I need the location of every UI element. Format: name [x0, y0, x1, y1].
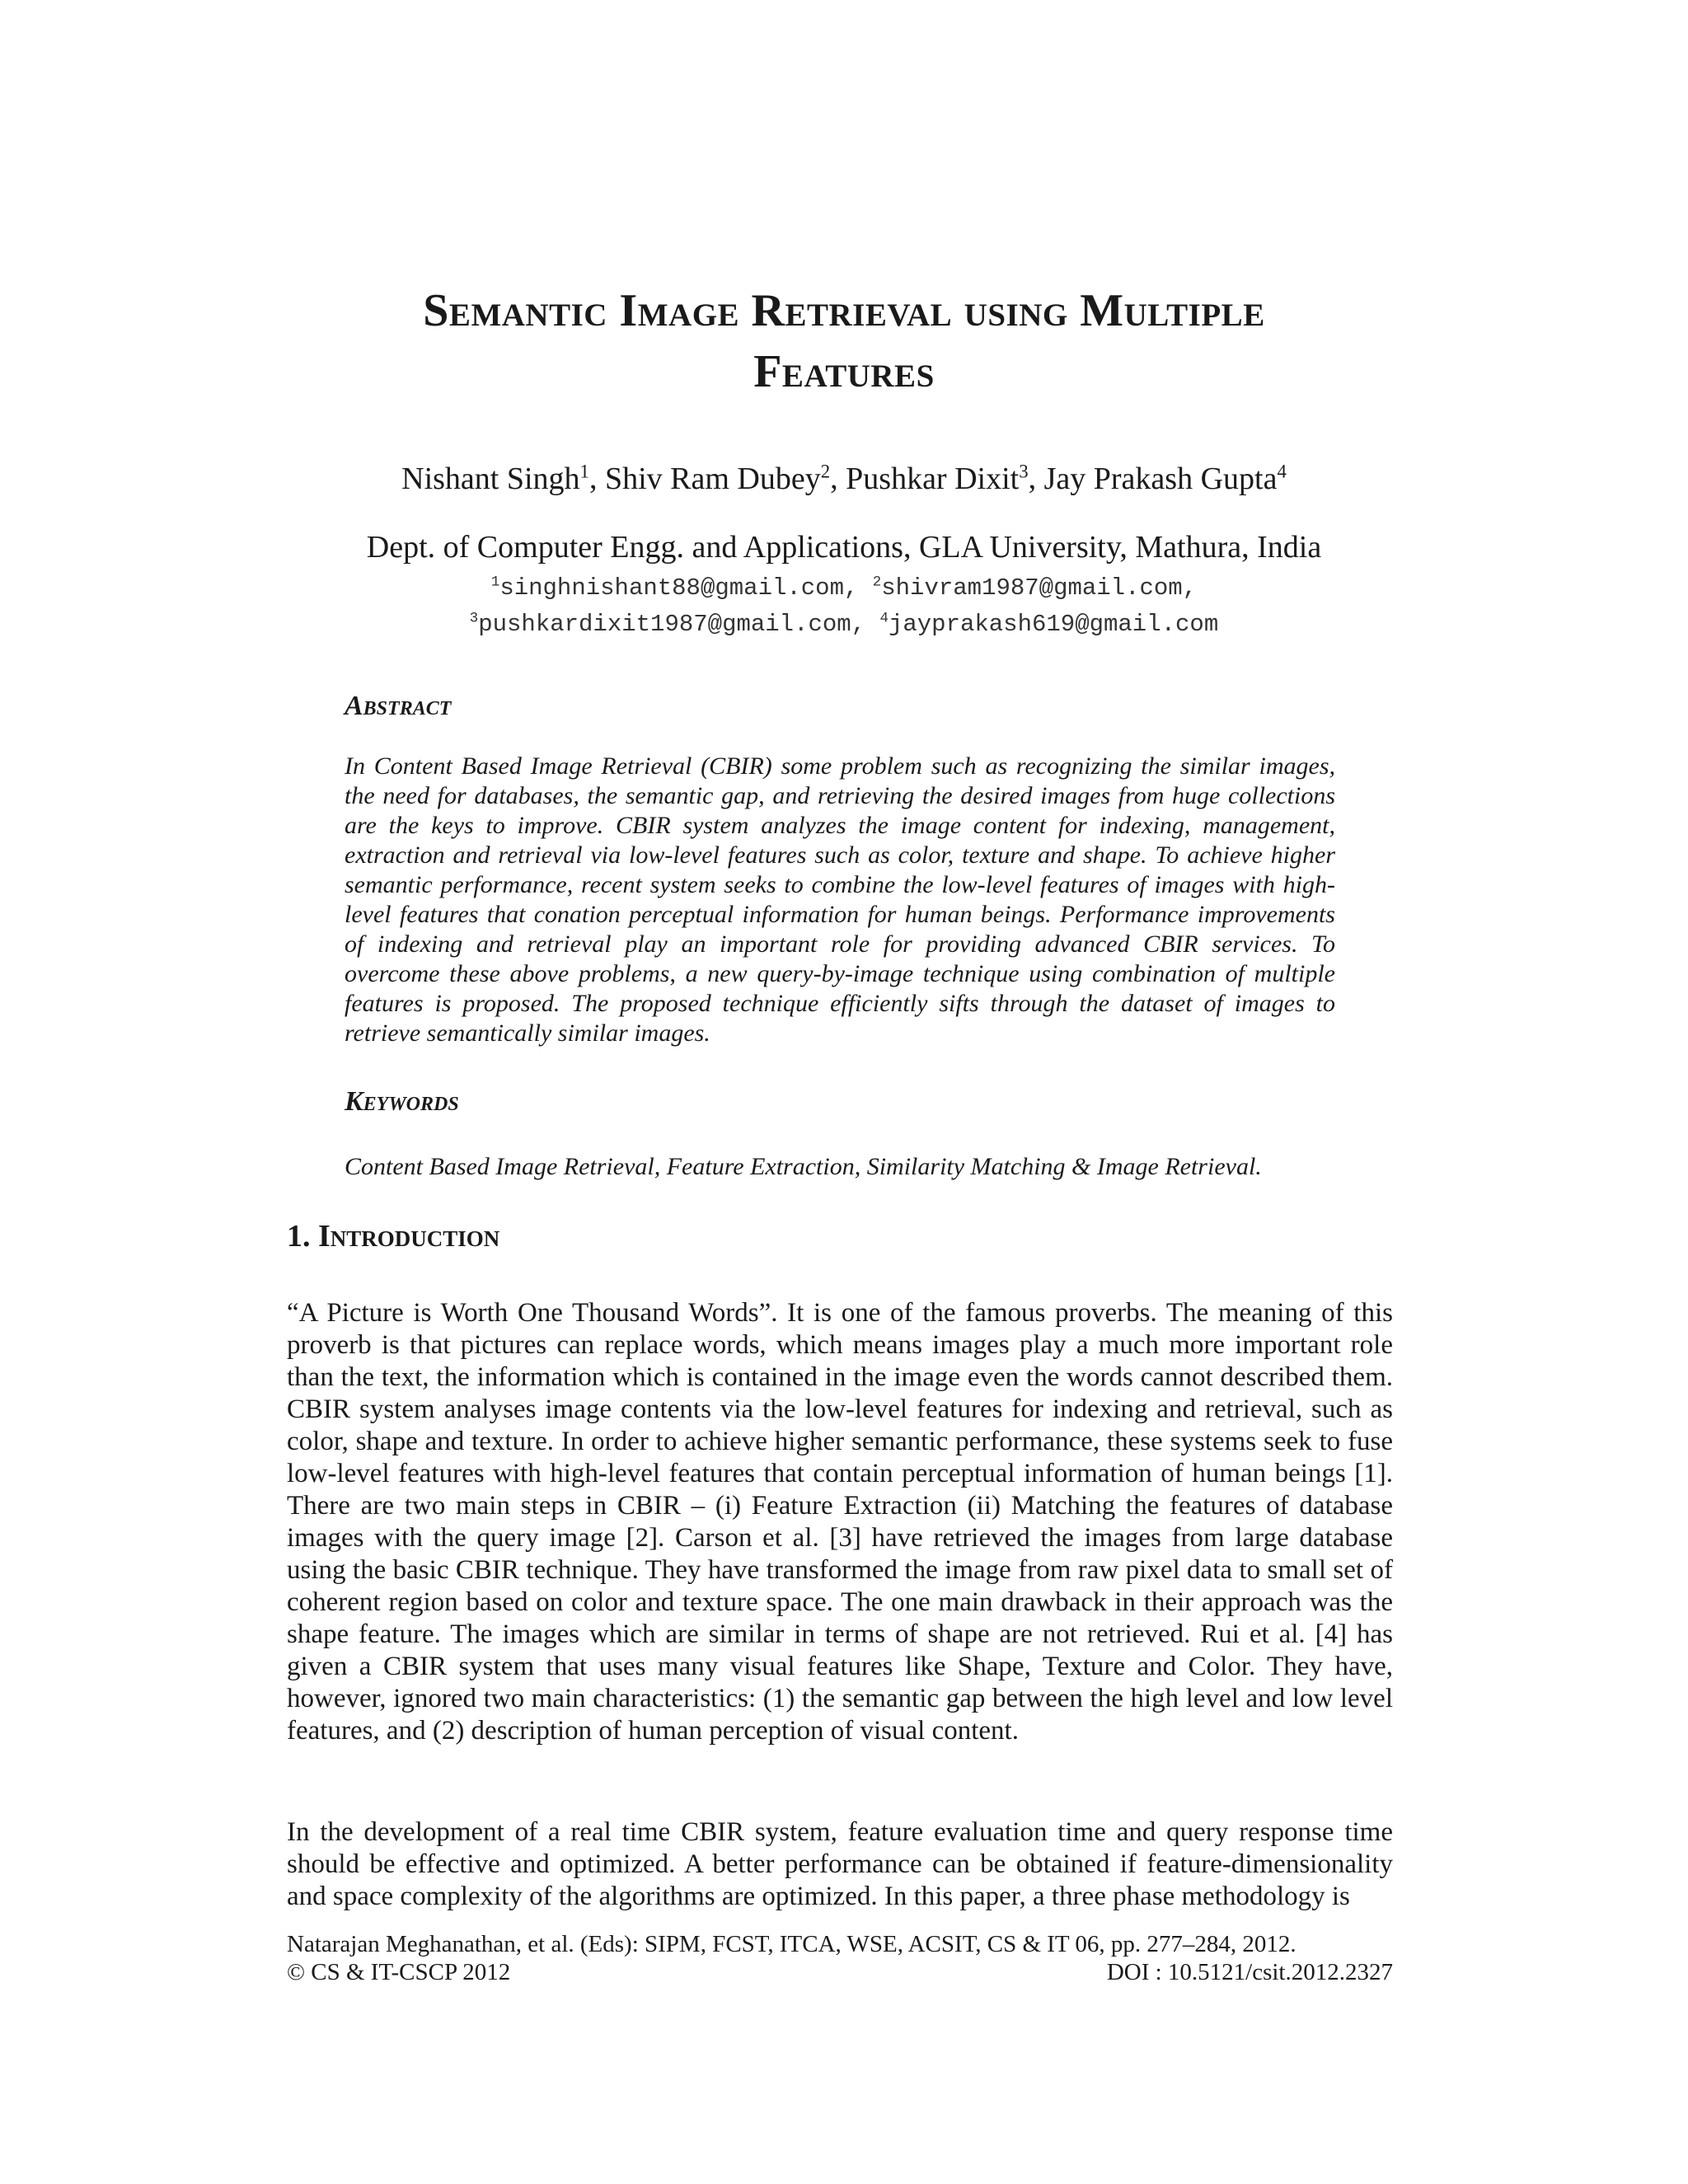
- title-line-2: Features: [753, 346, 935, 397]
- intro-paragraph-1: “A Picture is Worth One Thousand Words”. It is one of the famous proverbs. The meaning of this proverb is that pictures can replace words, which means images play a much more important role than the text, the information which is contained in the image even the words cannot described them. CBIR system analyses image contents via the low-level features for indexing and retrieval, such as color, shape and texture. In order to achieve higher semantic performance, these systems seek to fuse low-level features with high-level features that contain perceptual information of human beings [1]. There are two main steps in CBIR – (i) Feature Extraction (ii) Matching the features of database images with the query image [2]. Carson et al. [3] have retrieved the images from large database using the basic CBIR technique. They have transformed the image from raw pixel data to small set of coherent region based on color and texture space. The one main drawback in their approach was the shape feature. The images which are similar in terms of shape are not retrieved. Rui et al. [4] has given a CBIR system that uses many visual features like Shape, Texture and Color. They have, however, ignored two main characteristics: (1) the semantic gap between the high level and low level features, and (2) description of human perception of visual content.: [287, 1298, 1393, 1746]
- email-2[interactable]: $^2$shivram1987@gmail.com,: [872, 574, 1198, 602]
- author-4: Jay Prakash Gupta$^4$: [1043, 461, 1287, 496]
- abstract-heading: Abstract: [345, 691, 452, 721]
- footer-citation: Natarajan Meghanathan, et al. (Eds): SIPM, FCST, ITCA, WSE, ACSIT, CS & IT 06, pp. 277–284, 2012.: [287, 1931, 1296, 1957]
- keywords-text: Content Based Image Retrieval, Feature Extraction, Similarity Matching & Image Retrieval.: [345, 1153, 1262, 1180]
- intro-paragraph-2: In the development of a real time CBIR system, feature evaluation time and query response time should be effective and optimized. A better performance can be obtained if feature-dimensionality and space complexity of the algorithms are optimized. In this paper, a three phase methodology is: [287, 1817, 1393, 1911]
- author-1: Nishant Singh$^1$: [401, 461, 589, 496]
- email-4[interactable]: $^4$jayprakash619@gmail.com: [879, 611, 1219, 639]
- author-3: Pushkar Dixit$^3$: [846, 461, 1029, 496]
- footer-copyright: © CS & IT-CSCP 2012: [287, 1959, 511, 1985]
- author-2: Shiv Ram Dubey$^2$: [604, 461, 831, 496]
- paper-title: [280, 280, 1408, 402]
- keywords-heading: Keywords: [345, 1086, 459, 1117]
- title-line-1: Semantic Image Retrieval using Multiple: [423, 285, 1265, 336]
- email-3[interactable]: $^3$pushkardixit1987@gmail.com,: [469, 611, 866, 639]
- page-footer: [287, 1930, 1393, 1986]
- email-list: [247, 567, 1441, 640]
- abstract-text: In Content Based Image Retrieval (CBIR) some problem such as recognizing the similar images, the need for databases, the semantic gap, and retrieving the desired images from huge collections are the keys to improve. CBIR system analyzes the image content for indexing, management, extraction and retrieval via low-level features such as color, texture and shape. To achieve higher semantic performance, recent system seeks to combine the low-level features of images with high-level features that conation perceptual information for human beings. Performance improvements of indexing and retrieval play an important role for providing advanced CBIR services. To overcome these above problems, a new query-by-image technique using combination of multiple features is proposed. The proposed technique efficiently sifts through the dataset of images to retrieve semantically similar images.: [345, 752, 1335, 1047]
- introduction-heading: 1. Introduction: [287, 1219, 500, 1254]
- author-list: Nishant Singh$^1$, Shiv Ram Dubey$^2$, Pushkar Dixit$^3$, Jay Prakash Gupta$^4$: [401, 461, 1287, 496]
- footer-doi[interactable]: DOI : 10.5121/csit.2012.2327: [1106, 1959, 1393, 1985]
- email-1[interactable]: $^1$singhnishant88@gmail.com,: [490, 574, 859, 602]
- affiliation: Dept. of Computer Engg. and Applications, GLA University, Mathura, India: [366, 530, 1322, 565]
